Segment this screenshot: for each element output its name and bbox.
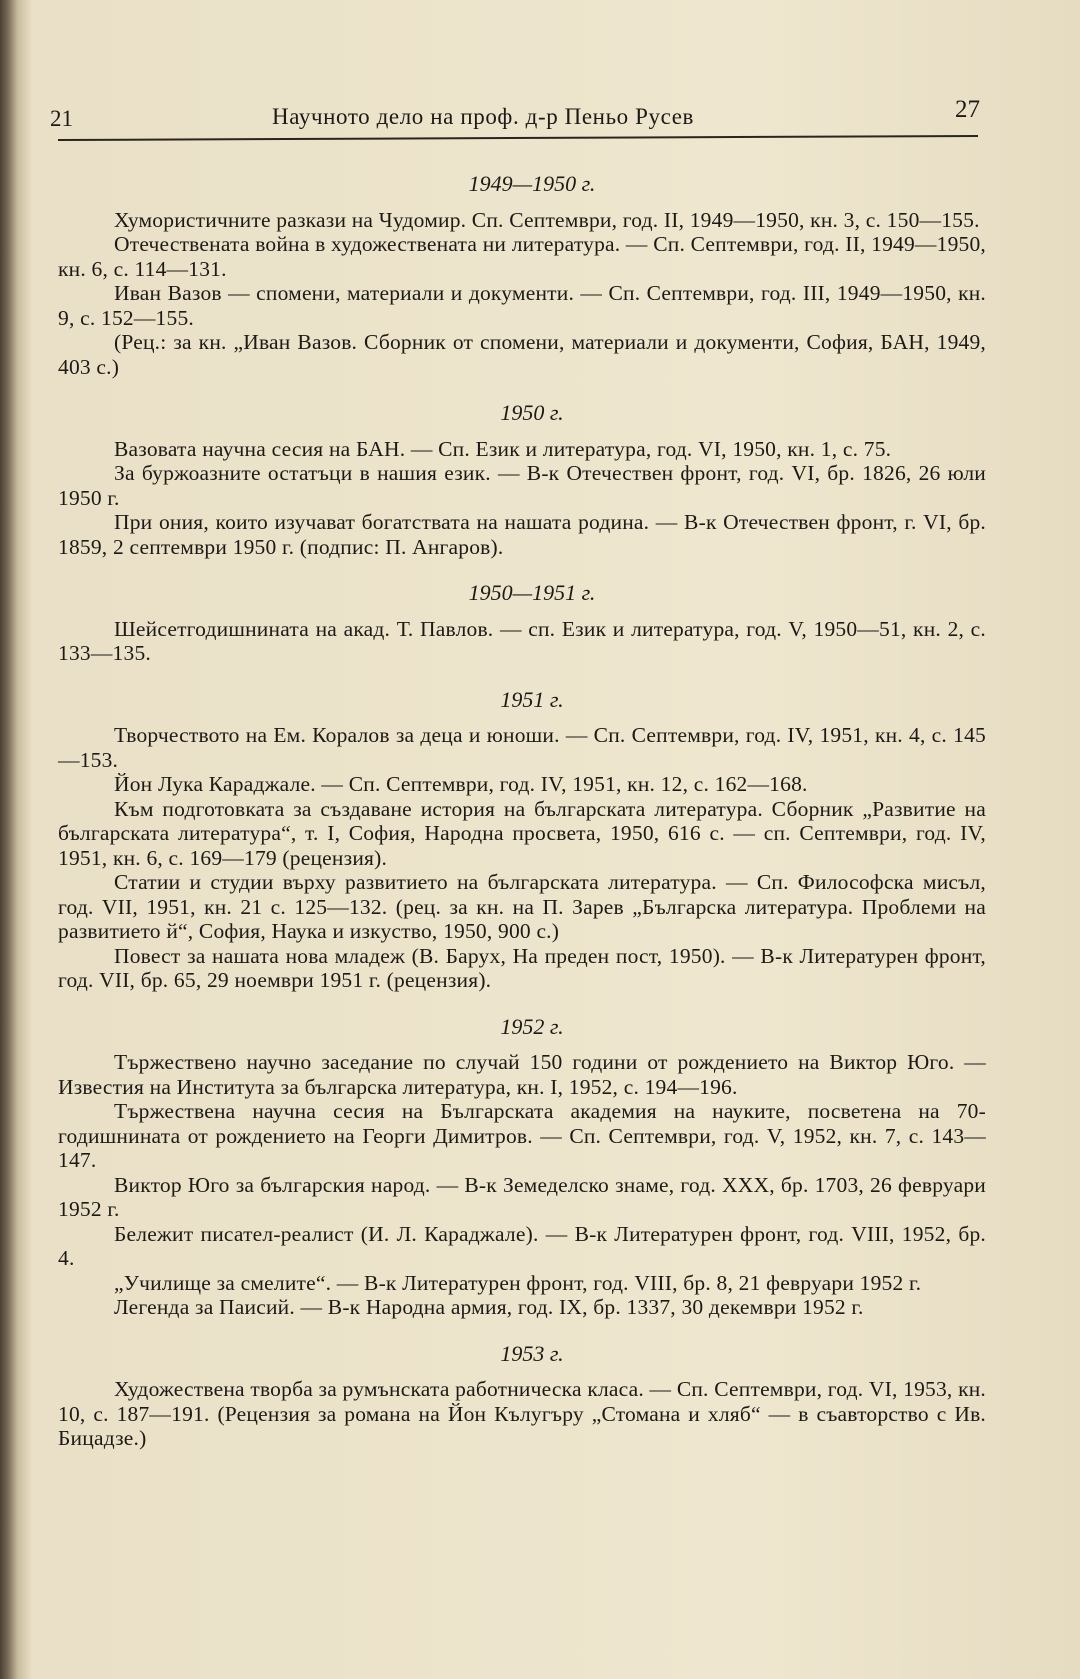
bibliography-entry: Виктор Юго за българския народ. — В-к Земеделско знаме, год. XXX, бр. 1703, 26 февруари 1952 г. (58, 1172, 986, 1221)
bibliography-entry: Вазовата научна сесия на БАН. — Сп. Език и литература, год. VI, 1950, кн. 1, с. 75. (114, 436, 892, 461)
bibliography-entry: Шейсетгодишнината на акад. Т. Павлов. — сп. Език и литература, год. V, 1950—51, кн. 2, с. 133—135. (58, 616, 986, 665)
running-title: Научното дело на проф. д-р Пеньо Русев (272, 104, 694, 129)
bibliography-body (58, 172, 986, 1451)
year-heading: 1949—1950 г. (468, 171, 596, 196)
bibliography-entry: Йон Лука Караджале. — Сп. Септември, год. IV, 1951, кн. 12, с. 162—168. (114, 772, 808, 796)
year-heading: 1951 г. (500, 686, 564, 712)
bibliography-entry: За буржоазните остатъци в нашия език. — В-к Отечествен фронт, год. VI, бр. 1826, 26 юли 1950 г. (58, 461, 986, 510)
bibliography-entry: Легенда за Паисий. — В-к Народна армия, год. IX, бр. 1337, 30 декември 1952 г. (114, 1295, 864, 1319)
year-heading: 1952 г. (500, 1013, 564, 1039)
bibliography-entry: Художествена творба за румънската работническа класа. — Сп. Септември, год. VI, 1953, кн. 10, с. 187—191. (Рецензия за романа на Йон Кълугъру „Стомана и хляб“ — в съавторство с Ив. Бицадзе.) (58, 1377, 986, 1450)
section-gap (58, 666, 986, 688)
section-1952 (58, 1015, 986, 1320)
bibliography-entry: Към подготовката за създаване история на българската литература. Сборник „Развитие на българската литература“, т. I, София, Народна просвета, 1950, 616 с. — сп. Септември, год. IV, 1951, кн. 6, с. 169—179 (рецензия). (58, 796, 986, 870)
bibliography-entry: (Рец.: за кн. „Иван Вазов. Сборник от спомени, материали и документи, София, БАН, 1949, 403 с.) (58, 330, 986, 379)
section-gap (58, 559, 986, 581)
section-1949-1950 (58, 172, 986, 379)
year-heading: 1950—1951 г. (468, 580, 596, 605)
bibliography-entry: Повест за нашата нова младеж (В. Барух, На преден пост, 1950). — В-к Литературен фронт, год. VII, бр. 65, 29 ноември 1951 г. (рецензия). (58, 943, 986, 992)
year-heading: 1950 г. (500, 400, 564, 425)
bibliography-entry: Отечествената война в художествената ни литература. — Сп. Септември, год. II, 1949—1950, кн. 6, с. 114—131. (58, 232, 986, 281)
year-heading: 1953 г. (500, 1340, 564, 1366)
section-1951 (58, 688, 986, 993)
header-left-number: 21 (50, 106, 73, 131)
bibliography-entry: „Училище за смелите“. — В-к Литературен фронт, год. VIII, бр. 8, 21 февруари 1952 г. (114, 1270, 922, 1295)
bibliography-entry: Творчеството на Ем. Коралов за деца и юноши. — Сп. Септември, год. IV, 1951, кн. 4, с. 145—153. (58, 723, 986, 772)
bibliography-entry: Тържествено научно заседание по случай 150 години от рождението на Виктор Юго. — Известия на Института за българска литература, кн. I, 1952, с. 194—196. (58, 1050, 986, 1099)
bibliography-entry: Иван Вазов — спомени, материали и документи. — Сп. Септември, год. III, 1949—1950, кн. 9, с. 152—155. (58, 281, 986, 330)
section-1950 (58, 401, 986, 559)
bibliography-entry: Тържествена научна сесия на Българската академия на науките, посветена на 70-годишнината от рождението на Георги Димитров. — Сп. Септември, год. V, 1952, кн. 7, с. 143—147. (58, 1099, 986, 1172)
section-gap (58, 1320, 986, 1342)
bibliography-entry: При ония, които изучават богатствата на нашата родина. — В-к Отечествен фронт, г. VI, бр. 1859, 2 септември 1950 г. (подпис: П. Ангаров). (58, 510, 986, 559)
page-number: 27 (955, 96, 980, 123)
bibliography-entry: Хумористичните разкази на Чудомир. Сп. Септември, год. II, 1949—1950, кн. 3, с. 150—155. (114, 207, 980, 232)
section-gap (58, 379, 986, 401)
running-header (50, 96, 980, 136)
section-1950-1951 (58, 581, 986, 666)
section-1953 (58, 1342, 986, 1451)
section-gap (58, 993, 986, 1015)
bibliography-entry: Бележит писател-реалист (И. Л. Караджале). — В-к Литературен фронт, год. VIII, 1952, бр. 4. (58, 1221, 986, 1270)
bibliography-entry: Статии и студии върху развитието на българската литература. — Сп. Философска мисъл, год. VII, 1951, кн. 21 с. 125—132. (рец. за кн. на П. Зарев „Българска литература. Проблеми на развитието й“, София, Наука и изкуство, 1950, 900 с.) (58, 870, 986, 943)
